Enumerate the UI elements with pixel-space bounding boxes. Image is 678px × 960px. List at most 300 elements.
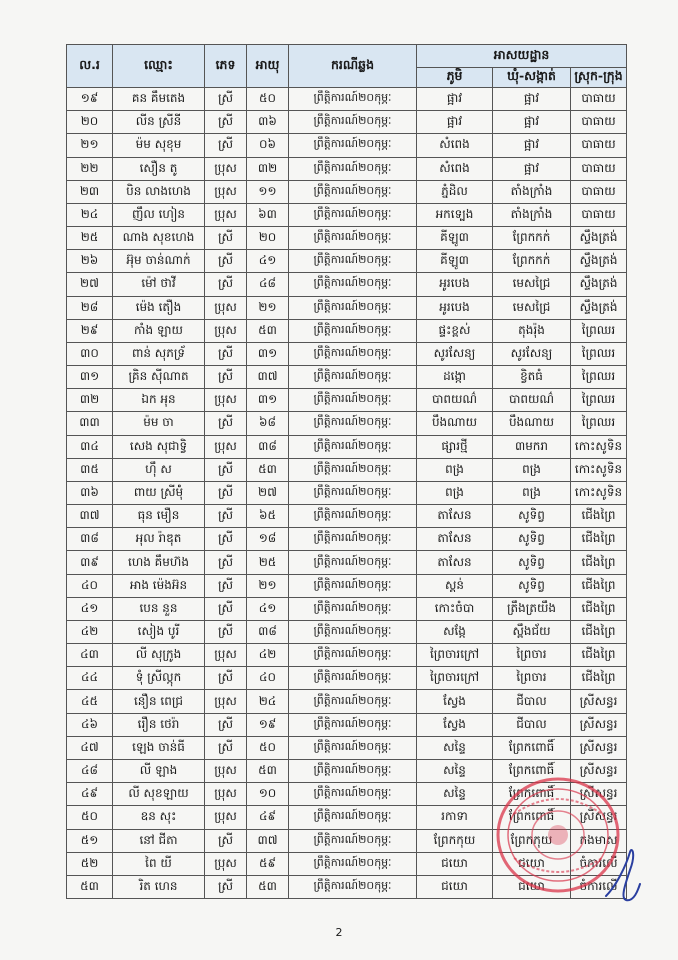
cell-commune: ព្រៃចារ (493, 667, 571, 690)
cell-commune: ៣មករា (493, 435, 571, 458)
cell-district: ស្រីសន្ធរ (571, 806, 627, 829)
cell-sex: ស្រី (205, 574, 247, 597)
cell-district: បាធាយ (571, 134, 627, 157)
cell-commune: ផ្អាវ (493, 134, 571, 157)
cell-village: បាពយណ៌ (417, 389, 493, 412)
cell-cause: ព្រឹត្តិការណ៍២០កុម្ភៈ (289, 690, 417, 713)
cell-commune: ខ្វិតធំ (493, 366, 571, 389)
cell-cause: ព្រឹត្តិការណ៍២០កុម្ភៈ (289, 342, 417, 365)
cell-name: ញឹល ហៀន (113, 203, 205, 226)
cell-village: តាសែន (417, 551, 493, 574)
cell-commune: ព្រែកកក់ (493, 227, 571, 250)
table-row (67, 435, 627, 458)
cell-sex: ស្រី (205, 875, 247, 898)
cell-name: នឿន ពេជ្រ (113, 690, 205, 713)
cell-name: សៀង បូរី (113, 620, 205, 643)
cell-age: ៥០ (247, 736, 289, 759)
cell-cause: ព្រឹត្តិការណ៍២០កុម្ភៈ (289, 366, 417, 389)
cell-commune: មេសជ្រៃ (493, 273, 571, 296)
cell-age: ២៤ (247, 690, 289, 713)
cell-no: ៣៩ (67, 551, 113, 574)
cell-name: សេង សុជាទិ្វ (113, 435, 205, 458)
cell-sex: ប្រុស (205, 389, 247, 412)
cell-district: ជើងព្រៃ (571, 574, 627, 597)
cell-cause: ព្រឹត្តិការណ៍២០កុម្ភៈ (289, 203, 417, 226)
cell-sex: ស្រី (205, 829, 247, 852)
cell-sex: ស្រី (205, 273, 247, 296)
cell-cause: ព្រឹត្តិការណ៍២០កុម្ភៈ (289, 875, 417, 898)
cell-age: ៣៨ (247, 435, 289, 458)
cell-name: ម៉ម សុខុម (113, 134, 205, 157)
cell-district: កោះសូទិន (571, 458, 627, 481)
cell-name: ធុន មឿន (113, 505, 205, 528)
cell-district: ជើងព្រៃ (571, 597, 627, 620)
cell-cause: ព្រឹត្តិការណ៍២០កុម្ភៈ (289, 736, 417, 759)
cell-name: អុល រ៉ាឌុត (113, 528, 205, 551)
cell-village: សង្កែ (417, 620, 493, 643)
cell-commune: សូទិព្វ (493, 528, 571, 551)
cell-commune: តាំងក្រាំង (493, 203, 571, 226)
cell-cause: ព្រឹត្តិការណ៍២០កុម្ភៈ (289, 829, 417, 852)
cell-age: ៦៨ (247, 412, 289, 435)
header-age: អាយុ (247, 45, 289, 88)
header-no: ល.រ (67, 45, 113, 88)
cell-commune: បាពយណ៌ (493, 389, 571, 412)
cell-cause: ព្រឹត្តិការណ៍២០កុម្ភៈ (289, 389, 417, 412)
table-row (67, 875, 627, 898)
header-cause: ករណីឆ្លង (289, 45, 417, 88)
cell-district: បាធាយ (571, 111, 627, 134)
page-number: 2 (335, 926, 343, 939)
cell-commune: មេសជ្រៃ (493, 296, 571, 319)
cell-district: ស្រីសន្ធរ (571, 783, 627, 806)
cell-no: ៣៤ (67, 435, 113, 458)
table-row (67, 644, 627, 667)
cell-commune: ជីបាល (493, 690, 571, 713)
cell-district: ស្រីសន្ធរ (571, 759, 627, 782)
cell-age: ១១ (247, 180, 289, 203)
cell-cause: ព្រឹត្តិការណ៍២០កុម្ភៈ (289, 458, 417, 481)
cell-village: ព្រៃចារក្រៅ (417, 644, 493, 667)
cell-commune: ផ្អាវ (493, 157, 571, 180)
cell-sex: ប្រុស (205, 319, 247, 342)
cell-no: ២៩ (67, 319, 113, 342)
cell-cause: ព្រឹត្តិការណ៍២០កុម្ភៈ (289, 505, 417, 528)
cell-sex: ស្រី (205, 134, 247, 157)
cell-village: ជយោ (417, 875, 493, 898)
cell-no: ២០ (67, 111, 113, 134)
cell-commune: ពង្រ (493, 458, 571, 481)
cell-commune: តាំងក្រាំង (493, 180, 571, 203)
cell-sex: ប្រុស (205, 806, 247, 829)
cell-sex: ស្រី (205, 88, 247, 111)
cell-age: ៤១ (247, 250, 289, 273)
cell-district: ព្រៃឈរ (571, 389, 627, 412)
cell-cause: ព្រឹត្តិការណ៍២០កុម្ភៈ (289, 783, 417, 806)
header-sex: ភេទ (205, 45, 247, 88)
cell-name: លី ឡាង (113, 759, 205, 782)
cell-age: ៣៦ (247, 111, 289, 134)
cell-district: ជើងព្រៃ (571, 528, 627, 551)
cell-commune: ព្រែកកុយ (493, 829, 571, 852)
cell-sex: ប្រុស (205, 644, 247, 667)
cell-cause: ព្រឹត្តិការណ៍២០កុម្ភៈ (289, 319, 417, 342)
cell-age: ៣៧ (247, 366, 289, 389)
cell-cause: ព្រឹត្តិការណ៍២០កុម្ភៈ (289, 180, 417, 203)
cell-age: ៥៣ (247, 875, 289, 898)
cell-sex: ស្រី (205, 597, 247, 620)
cell-district: ជើងព្រៃ (571, 667, 627, 690)
table-row (67, 296, 627, 319)
cell-age: ១០ (247, 783, 289, 806)
cell-no: ៣៦ (67, 481, 113, 504)
cell-no: ៣២ (67, 389, 113, 412)
cell-cause: ព្រឹត្តិការណ៍២០កុម្ភៈ (289, 435, 417, 458)
cell-district: ជើងព្រៃ (571, 551, 627, 574)
cell-no: ៣៨ (67, 528, 113, 551)
cell-commune: សូទិព្វ (493, 551, 571, 574)
cell-name: នៅ ជីតា (113, 829, 205, 852)
cell-no: ៤៧ (67, 736, 113, 759)
cell-sex: ស្រី (205, 481, 247, 504)
cell-sex: ស្រី (205, 505, 247, 528)
cell-village: សន្ទៃ (417, 783, 493, 806)
cell-age: ៥៣ (247, 759, 289, 782)
cell-age: ២០ (247, 227, 289, 250)
cell-village: ផ្សារថ្មី (417, 435, 493, 458)
cell-age: ១៨ (247, 528, 289, 551)
table-row (67, 412, 627, 435)
cell-age: ១៩ (247, 713, 289, 736)
cell-name: ឡេង ចាន់ធី (113, 736, 205, 759)
cell-commune: ជយោ (493, 852, 571, 875)
cell-name: ឧន សុះ (113, 806, 205, 829)
cell-sex: ស្រី (205, 342, 247, 365)
cell-district: ចំការលើ (571, 875, 627, 898)
cell-no: ២៦ (67, 250, 113, 273)
cell-village: សំពេង (417, 134, 493, 157)
cell-commune: ជីបាល (493, 713, 571, 736)
cell-name: ហេង គឹមហ៊ង (113, 551, 205, 574)
cell-age: ៥០ (247, 88, 289, 111)
cell-village: សំពេង (417, 157, 493, 180)
cell-age: ២១ (247, 574, 289, 597)
cell-district: កងមាស (571, 829, 627, 852)
cell-commune: ព្រែកពោធិ៍ (493, 736, 571, 759)
cell-name: អ៊ុម ចាន់ណាក់ (113, 250, 205, 273)
cell-district: ស្ទឹងត្រង់ (571, 296, 627, 319)
cell-village: កោះចំបា (417, 597, 493, 620)
cell-name: លី សុខឡាយ (113, 783, 205, 806)
cell-village: សន្ទៃ (417, 736, 493, 759)
header-name: ឈ្មោះ (113, 45, 205, 88)
cell-village: ផ្អាវ (417, 111, 493, 134)
cell-village: តាសែន (417, 505, 493, 528)
cell-village: ស្គន់ (417, 574, 493, 597)
cell-age: ៦៣ (247, 203, 289, 226)
cell-sex: ស្រី (205, 713, 247, 736)
table-row (67, 366, 627, 389)
cell-sex: ប្រុស (205, 783, 247, 806)
cell-age: ៣១ (247, 342, 289, 365)
cell-district: ព្រៃឈរ (571, 319, 627, 342)
cell-name: ពាន់ សុភទ្រ័ (113, 342, 205, 365)
cell-village: ពង្រ (417, 481, 493, 504)
cell-commune: ព្រៃចារ (493, 644, 571, 667)
cell-village: ភ្នំដិល (417, 180, 493, 203)
cell-cause: ព្រឹត្តិការណ៍២០កុម្ភៈ (289, 806, 417, 829)
cell-district: បាធាយ (571, 180, 627, 203)
cell-sex: ប្រុស (205, 852, 247, 875)
table-row (67, 111, 627, 134)
cell-sex: ស្រី (205, 551, 247, 574)
cell-no: ៣១ (67, 366, 113, 389)
cell-village: គីឡូ៣ (417, 250, 493, 273)
cell-name: កាំង ឡាយ (113, 319, 205, 342)
cell-district: ជើងព្រៃ (571, 505, 627, 528)
cell-district: ស្ទឹងត្រង់ (571, 250, 627, 273)
cell-age: ៦៥ (247, 505, 289, 528)
cell-commune: ផ្អាវ (493, 111, 571, 134)
cell-village: ជយោ (417, 852, 493, 875)
table-row (67, 481, 627, 504)
cell-village: ដង្កោ (417, 366, 493, 389)
cell-no: ៤៥ (67, 690, 113, 713)
cell-cause: ព្រឹត្តិការណ៍២០កុម្ភៈ (289, 852, 417, 875)
cell-no: ៥២ (67, 852, 113, 875)
cell-age: ២៥ (247, 551, 289, 574)
cell-no: ៤២ (67, 620, 113, 643)
cell-village: ព្រែកកុយ (417, 829, 493, 852)
cell-cause: ព្រឹត្តិការណ៍២០កុម្ភៈ (289, 296, 417, 319)
cell-sex: ប្រុស (205, 157, 247, 180)
cell-name: អាង ម៉េងអ៊ន (113, 574, 205, 597)
cell-age: ៣៨ (247, 620, 289, 643)
cell-name: ម៉េង តឿង (113, 296, 205, 319)
cell-no: ៤៤ (67, 667, 113, 690)
cell-village: បឹងណាយ (417, 412, 493, 435)
cell-age: ២៧ (247, 481, 289, 504)
cell-village: សន្ទៃ (417, 759, 493, 782)
table-row (67, 783, 627, 806)
cell-name: ពៃ យី (113, 852, 205, 875)
cell-sex: ប្រុស (205, 759, 247, 782)
table-row (67, 319, 627, 342)
cell-age: ៣២ (247, 157, 289, 180)
cell-name: ណាង សុខហេង (113, 227, 205, 250)
cell-age: ៤០ (247, 667, 289, 690)
cell-name: សឿន តូ (113, 157, 205, 180)
cell-age: ៥៩ (247, 852, 289, 875)
cell-no: ៤៣ (67, 644, 113, 667)
table-row (67, 203, 627, 226)
cell-district: បាធាយ (571, 203, 627, 226)
table-row (67, 852, 627, 875)
cell-no: ៣០ (67, 342, 113, 365)
header-commune: ឃុំ-សង្កាត់ (493, 68, 571, 88)
cell-sex: ស្រី (205, 412, 247, 435)
table-row (67, 528, 627, 551)
cell-district: ស្ទឹងត្រង់ (571, 273, 627, 296)
cell-commune: សូរសែន្យ (493, 342, 571, 365)
cell-age: ៣១ (247, 389, 289, 412)
cell-village: ពង្រ (417, 458, 493, 481)
cell-no: ២៥ (67, 227, 113, 250)
cell-district: ចំការលើ (571, 852, 627, 875)
cell-village: ស្វែង (417, 690, 493, 713)
table-row (67, 157, 627, 180)
cell-age: ៥៣ (247, 319, 289, 342)
cell-cause: ព្រឹត្តិការណ៍២០កុម្ភៈ (289, 227, 417, 250)
cell-village: ស្វែង (417, 713, 493, 736)
cell-sex: ប្រុស (205, 690, 247, 713)
cell-sex: ប្រុស (205, 296, 247, 319)
cell-no: ៤១ (67, 597, 113, 620)
cell-no: ៣៧ (67, 505, 113, 528)
table-row (67, 180, 627, 203)
cell-name: បិន លាងហេង (113, 180, 205, 203)
cell-commune: ព្រែកពោធិ៍ (493, 759, 571, 782)
cell-age: ៤១ (247, 597, 289, 620)
cell-sex: ស្រី (205, 250, 247, 273)
table-row (67, 759, 627, 782)
cell-no: ៤៩ (67, 783, 113, 806)
cell-name: ពាយ ស្រីម៉ុំ (113, 481, 205, 504)
table-row (67, 273, 627, 296)
cell-no: ៤៦ (67, 713, 113, 736)
cell-name: លីន ស្រីនី (113, 111, 205, 134)
cell-village: សូរសែន្យ (417, 342, 493, 365)
cell-district: បាធាយ (571, 157, 627, 180)
table-row (67, 667, 627, 690)
cell-sex: ស្រី (205, 528, 247, 551)
cell-no: ៣៣ (67, 412, 113, 435)
cell-no: ៥១ (67, 829, 113, 852)
cell-cause: ព្រឹត្តិការណ៍២០កុម្ភៈ (289, 88, 417, 111)
header-district: ស្រុក-ក្រុង (571, 68, 627, 88)
cell-no: ៥០ (67, 806, 113, 829)
cell-commune: ព្រែកកក់ (493, 250, 571, 273)
cell-no: ២១ (67, 134, 113, 157)
cell-sex: ស្រី (205, 458, 247, 481)
cell-cause: ព្រឹត្តិការណ៍២០កុម្ភៈ (289, 250, 417, 273)
cell-commune: ពង្រ (493, 481, 571, 504)
cell-no: ២២ (67, 157, 113, 180)
cell-cause: ព្រឹត្តិការណ៍២០កុម្ភៈ (289, 644, 417, 667)
cell-sex: ស្រី (205, 111, 247, 134)
cell-name: លី សុក្រូង (113, 644, 205, 667)
cell-village: គីឡូ៣ (417, 227, 493, 250)
cell-commune: ស្ពឹងជ័យ (493, 620, 571, 643)
cell-cause: ព្រឹត្តិការណ៍២០កុម្ភៈ (289, 412, 417, 435)
table-body (67, 88, 627, 899)
cell-cause: ព្រឹត្តិការណ៍២០កុម្ភៈ (289, 528, 417, 551)
cell-district: កោះសូទិន (571, 435, 627, 458)
cell-district: ព្រៃឈរ (571, 342, 627, 365)
table-row (67, 505, 627, 528)
table-row (67, 342, 627, 365)
cell-name: គ្រិន ស៊ីណាត (113, 366, 205, 389)
cell-commune: ព្រែកពោធិ៍ (493, 806, 571, 829)
cell-cause: ព្រឹត្តិការណ៍២០កុម្ភៈ (289, 620, 417, 643)
cell-no: ៥៣ (67, 875, 113, 898)
cell-no: ២៣ (67, 180, 113, 203)
table-row (67, 690, 627, 713)
cell-district: ព្រៃឈរ (571, 366, 627, 389)
table-row (67, 227, 627, 250)
table-row (67, 736, 627, 759)
table-row (67, 134, 627, 157)
cell-cause: ព្រឹត្តិការណ៍២០កុម្ភៈ (289, 481, 417, 504)
cell-name: ហ៊ឹ ស (113, 458, 205, 481)
cell-commune: សូទិព្វ (493, 505, 571, 528)
cell-district: ជើងព្រៃ (571, 644, 627, 667)
cell-commune: ផ្អាវ (493, 88, 571, 111)
cell-no: ៤៨ (67, 759, 113, 782)
cell-no: ៤០ (67, 574, 113, 597)
cell-age: ២១ (247, 296, 289, 319)
cell-no: ២៤ (67, 203, 113, 226)
cell-district: ស្រីសន្ធរ (571, 713, 627, 736)
cell-cause: ព្រឹត្តិការណ៍២០កុម្ភៈ (289, 134, 417, 157)
cell-sex: ប្រុស (205, 203, 247, 226)
table-row (67, 597, 627, 620)
cell-commune: តុងរ៉ុង (493, 319, 571, 342)
cell-name: ទុំ ស្រីល្កុក (113, 667, 205, 690)
cell-village: តាសែន (417, 528, 493, 551)
table-row (67, 250, 627, 273)
cell-district: ស្ទឹងត្រង់ (571, 227, 627, 250)
table-row (67, 88, 627, 111)
cell-cause: ព្រឹត្តិការណ៍២០កុម្ភៈ (289, 273, 417, 296)
cell-cause: ព្រឹត្តិការណ៍២០កុម្ភៈ (289, 111, 417, 134)
table-row (67, 620, 627, 643)
cell-village: រកាទា (417, 806, 493, 829)
cases-table (66, 44, 627, 899)
cell-sex: ស្រី (205, 736, 247, 759)
cell-no: ២៧ (67, 273, 113, 296)
cell-no: ២៨ (67, 296, 113, 319)
cell-sex: ប្រុស (205, 180, 247, 203)
header-village: ភូមិ (417, 68, 493, 88)
cell-age: ៤២ (247, 644, 289, 667)
cell-village: ព្រៃចារក្រៅ (417, 667, 493, 690)
cell-cause: ព្រឹត្តិការណ៍២០កុម្ភៈ (289, 551, 417, 574)
cell-age: ៥៣ (247, 458, 289, 481)
cell-sex: ប្រុស (205, 435, 247, 458)
cell-no: ៣៥ (67, 458, 113, 481)
cell-name: រឿន ថេរ៉ា (113, 713, 205, 736)
cell-commune: សូទិព្វ (493, 574, 571, 597)
cell-name: រិត ហេន (113, 875, 205, 898)
cell-village: អូរបេង (417, 273, 493, 296)
table-row (67, 713, 627, 736)
cell-village: ផ្ទះខ្ពស់ (417, 319, 493, 342)
cell-village: ផ្អាវ (417, 88, 493, 111)
cell-name: គន គឹមតេង (113, 88, 205, 111)
cell-cause: ព្រឹត្តិការណ៍២០កុម្ភៈ (289, 597, 417, 620)
cell-cause: ព្រឹត្តិការណ៍២០កុម្ភៈ (289, 759, 417, 782)
table-row (67, 551, 627, 574)
header-address: អាសយដ្ឋាន (417, 45, 627, 68)
cell-age: ៤៨ (247, 273, 289, 296)
cell-district: បាធាយ (571, 88, 627, 111)
cell-commune: ព្រែកពោធិ៍ (493, 783, 571, 806)
cell-district: ស្រីសន្ធរ (571, 736, 627, 759)
cell-village: អូរបេង (417, 296, 493, 319)
cell-district: ព្រៃឈរ (571, 412, 627, 435)
cell-name: ម៉ៅ ថាវី (113, 273, 205, 296)
